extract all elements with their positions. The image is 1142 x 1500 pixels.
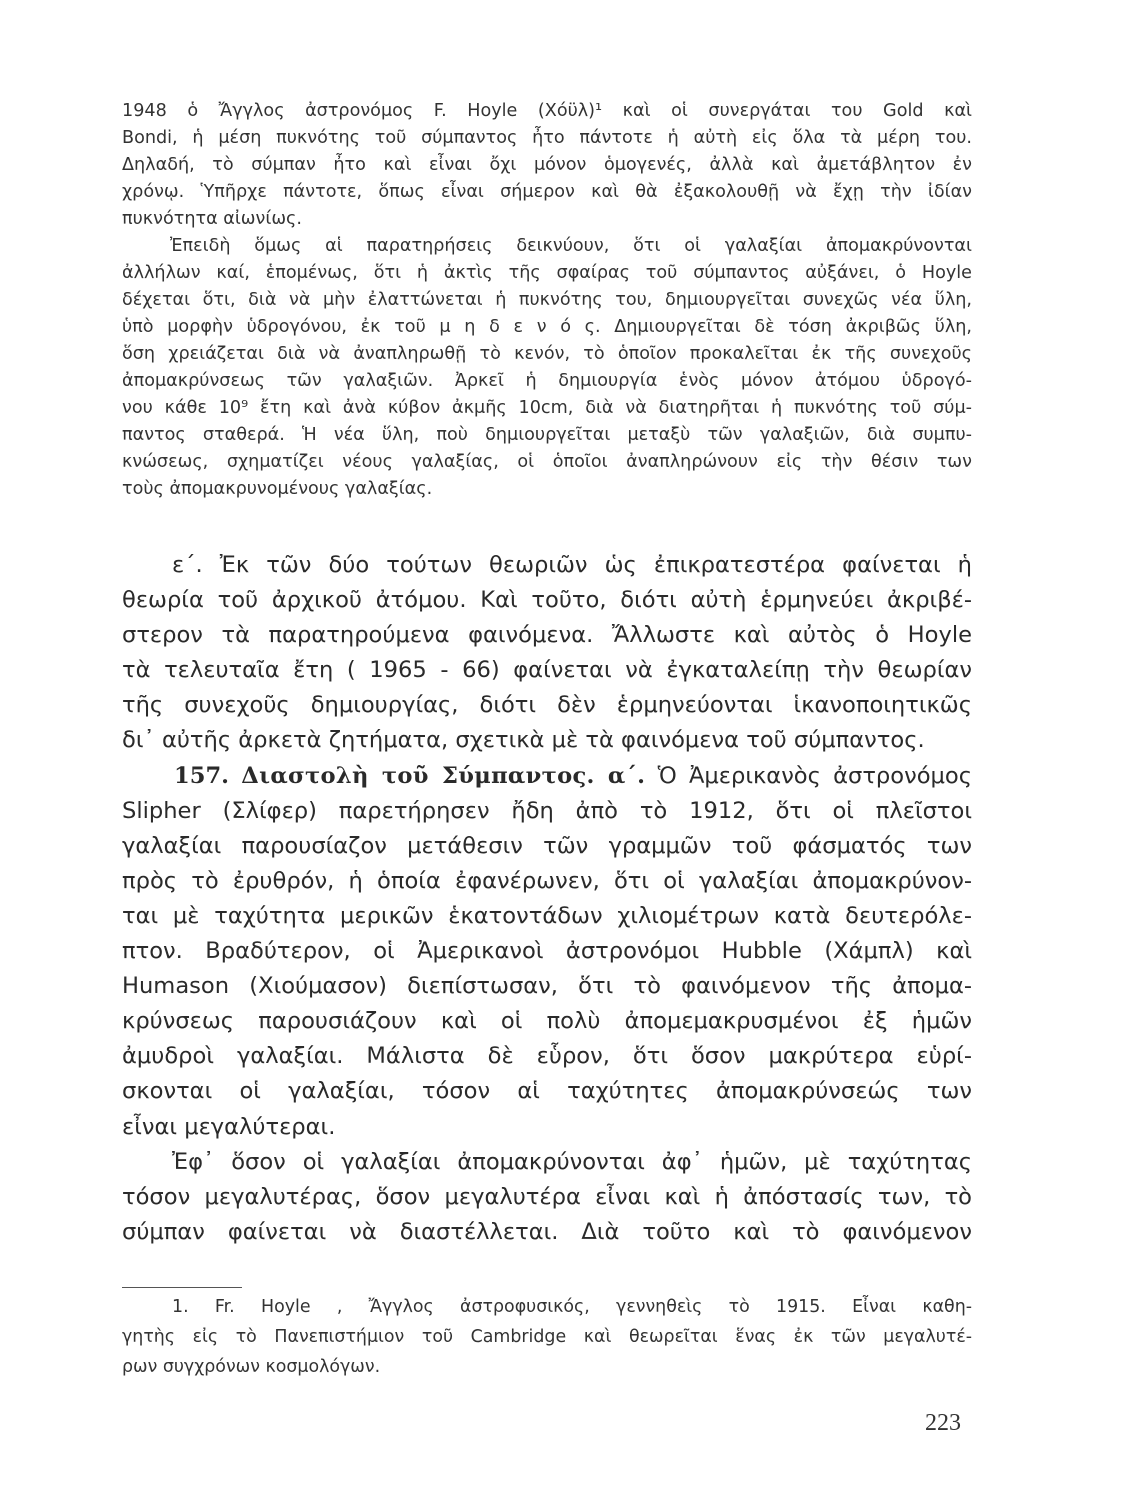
footnote-line: ρων συγχρόνων κοσμολόγων.: [122, 1357, 381, 1377]
text-line: γαλαξίαι παρουσίαζον μετάθεσιν τῶν γραμμῶν τοῦ φάσματός των: [122, 832, 972, 859]
text-line: χρόνῳ. Ὑπῆρχε πάντοτε, ὅπως εἶναι σήμερον καὶ θὰ ἐξακολουθῇ νὰ ἔχῃ τὴν ἰδίαν: [122, 182, 972, 202]
footnote-divider: [122, 1287, 242, 1288]
paragraph-continuous-creation: [122, 233, 972, 503]
text-line: ται μὲ ταχύτητα μερικῶν ἑκατοντάδων χιλιομέτρων κατὰ δευτερόλε-: [122, 902, 972, 929]
text-line: σύμπαν φαίνεται νὰ διαστέλλεται. Διὰ τοῦτο καὶ τὸ φαινόμενον: [122, 1218, 972, 1245]
text-line: ἀμυδροὶ γαλαξίαι. Μάλιστα δὲ εὗρον, ὅτι ὅσον μακρύτερα εὑρί-: [122, 1043, 972, 1070]
small-print-section: [122, 98, 972, 503]
text-line: Bondi, ἡ μέση πυκνότης τοῦ σύμπαντος ἦτο πάντοτε ἡ αὐτὴ εἰς ὅλα τὰ μέρη του.: [122, 128, 972, 148]
text-line: κρύνσεως παρουσιάζουν καὶ οἱ πολὺ ἀπομεμακρυσμένοι ἐξ ἡμῶν: [122, 1008, 972, 1035]
text-line: δι᾽ αὐτῆς ἀρκετὰ ζητήματα, σχετικὰ μὲ τὰ φαινόμενα τοῦ σύμπαντος.: [122, 727, 925, 754]
text-line: τόσον μεγαλυτέρας, ὅσον μεγαλυτέρα εἶναι καὶ ἡ ἀπόστασίς των, τὸ: [122, 1183, 972, 1210]
text-line: Ἐφ᾽ ὅσον οἱ γαλαξίαι ἀπομακρύνονται ἀφ᾽ ἡμῶν, μὲ ταχύτητας: [172, 1148, 972, 1175]
text-line: Δηλαδή, τὸ σύμπαν ἦτο καὶ εἶναι ὄχι μόνον ὁμογενές, ἀλλὰ καὶ ἀμετάβλητον ἐν: [122, 155, 972, 175]
text-line: κνώσεως, σχηματίζει νέους γαλαξίας, οἱ ὁποῖοι ἀναπληρώνουν εἰς τὴν θέσιν των: [122, 452, 972, 472]
section-157: [122, 759, 972, 1145]
text-line: δέχεται ὅτι, διὰ νὰ μὴν ἐλαττώνεται ἡ πυκνότης του, δημιουργεῖται συνεχῶς νέα ὕλη,: [122, 290, 972, 310]
text-line: ἀλλήλων καί, ἑπομένως, ὅτι ἡ ἀκτὶς τῆς σφαίρας τοῦ σύμπαντος αὐξάνει, ὁ Hoyle: [122, 263, 972, 283]
paragraph-hoyle-steady-state: [122, 98, 972, 233]
text-line: ε΄. Ἐκ τῶν δύο τούτων θεωριῶν ὡς ἐπικρατεστέρα φαίνεται ἡ: [172, 552, 972, 578]
text-line: Ὁ Ἀμερικανὸς ἀστρονόμος: [657, 762, 973, 789]
text-line: Slipher (Σλίφερ) παρετήρησεν ἤδη ἀπὸ τὸ 1912, ὅτι οἱ πλεῖστοι: [122, 797, 972, 824]
paragraph-expansion: [122, 1145, 972, 1250]
section-title: Διαστολὴ τοῦ Σύμπαντος. α΄.: [241, 762, 646, 789]
text-line: στερον τὰ παρατηρούμενα φαινόμενα. Ἄλλωστε καὶ αὐτὸς ὁ Hoyle: [122, 622, 972, 649]
text-line: εἶναι μεγαλύτεραι.: [122, 1113, 336, 1140]
text-line: ὅση χρειάζεται διὰ νὰ ἀναπληρωθῇ τὸ κενόν, τὸ ὁποῖον προκαλεῖται ἐκ τῆς συνεχοῦς: [122, 344, 972, 364]
section-heading-line: [122, 759, 972, 794]
text-line: πυκνότητα αἰωνίως.: [122, 209, 302, 229]
section-number: 157.: [174, 762, 230, 789]
text-line: νου κάθε 10⁹ ἔτη καὶ ἀνὰ κύβον ἀκμῆς 10cm, διὰ νὰ διατηρῆται ἡ πυκνότης τοῦ σύμ-: [122, 398, 972, 418]
text-line: παντος σταθερά. Ἡ νέα ὕλη, ποὺ δημιουργεῖται μεταξὺ τῶν γαλαξιῶν, διὰ συμπυ-: [122, 425, 972, 445]
text-line: τῆς συνεχοῦς δημιουργίας, διότι δὲν ἑρμηνεύονται ἱκανοποιητικῶς: [122, 692, 972, 719]
text-line: τοὺς ἀπομακρυνομένους γαλαξίας.: [122, 479, 433, 499]
footnote-line: 1. Fr. Hoyle , Ἄγγλος ἀστροφυσικός, γεννηθεὶς τὸ 1915. Εἶναι καθη-: [172, 1297, 972, 1317]
text-line: πρὸς τὸ ἐρυθρόν, ἡ ὁποία ἐφανέρωνεν, ὅτι οἱ γαλαξίαι ἀπομακρύνον-: [122, 867, 972, 894]
text-line: ἀπομακρύνσεως τῶν γαλαξιῶν. Ἀρκεῖ ἡ δημιουργία ἑνὸς μόνον ἀτόμου ὑδρογό-: [122, 371, 972, 391]
text-line: Humason (Χιούμασον) διεπίστωσαν, ὅτι τὸ φαινόμενον τῆς ἀπομα-: [122, 973, 972, 1000]
main-text-section: [122, 548, 972, 1250]
footnote: [122, 1292, 972, 1382]
text-line: 1948 ὁ Ἄγγλος ἀστρονόμος F. Hoyle (Χόϋλ)¹ καὶ οἱ συνεργάται του Gold καὶ: [122, 101, 972, 121]
text-line: ὑπὸ μορφὴν ὑδρογόνου, ἐκ τοῦ μ η δ ε ν ό ς. Δημιουργεῖται δὲ τόση ἀκριβῶς ὕλη,: [122, 317, 972, 337]
text-line: θεωρία τοῦ ἀρχικοῦ ἀτόμου. Καὶ τοῦτο, διότι αὐτὴ ἑρμηνεύει ἀκριβέ-: [122, 587, 972, 614]
text-line: πτον. Βραδύτερον, οἱ Ἀμερικανοὶ ἀστρονόμοι Hubble (Χάμπλ) καὶ: [122, 938, 972, 965]
paragraph-epsilon: [122, 548, 972, 759]
text-line: Ἐπειδὴ ὅμως αἱ παρατηρήσεις δεικνύουν, ὅτι οἱ γαλαξίαι ἀπομακρύνονται: [170, 236, 972, 256]
text-line: τὰ τελευταῖα ἔτη ( 1965 - 66) φαίνεται νὰ ἐγκαταλείπῃ τὴν θεωρίαν: [122, 657, 972, 684]
footnote-line: γητὴς εἰς τὸ Πανεπιστήμιον τοῦ Cambridge καὶ θεωρεῖται ἕνας ἐκ τῶν μεγαλυτέ-: [122, 1327, 972, 1347]
page-number: 223: [925, 1410, 961, 1436]
text-line: σκονται οἱ γαλαξίαι, τόσον αἱ ταχύτητες ἀπομακρύνσεώς των: [122, 1078, 972, 1105]
